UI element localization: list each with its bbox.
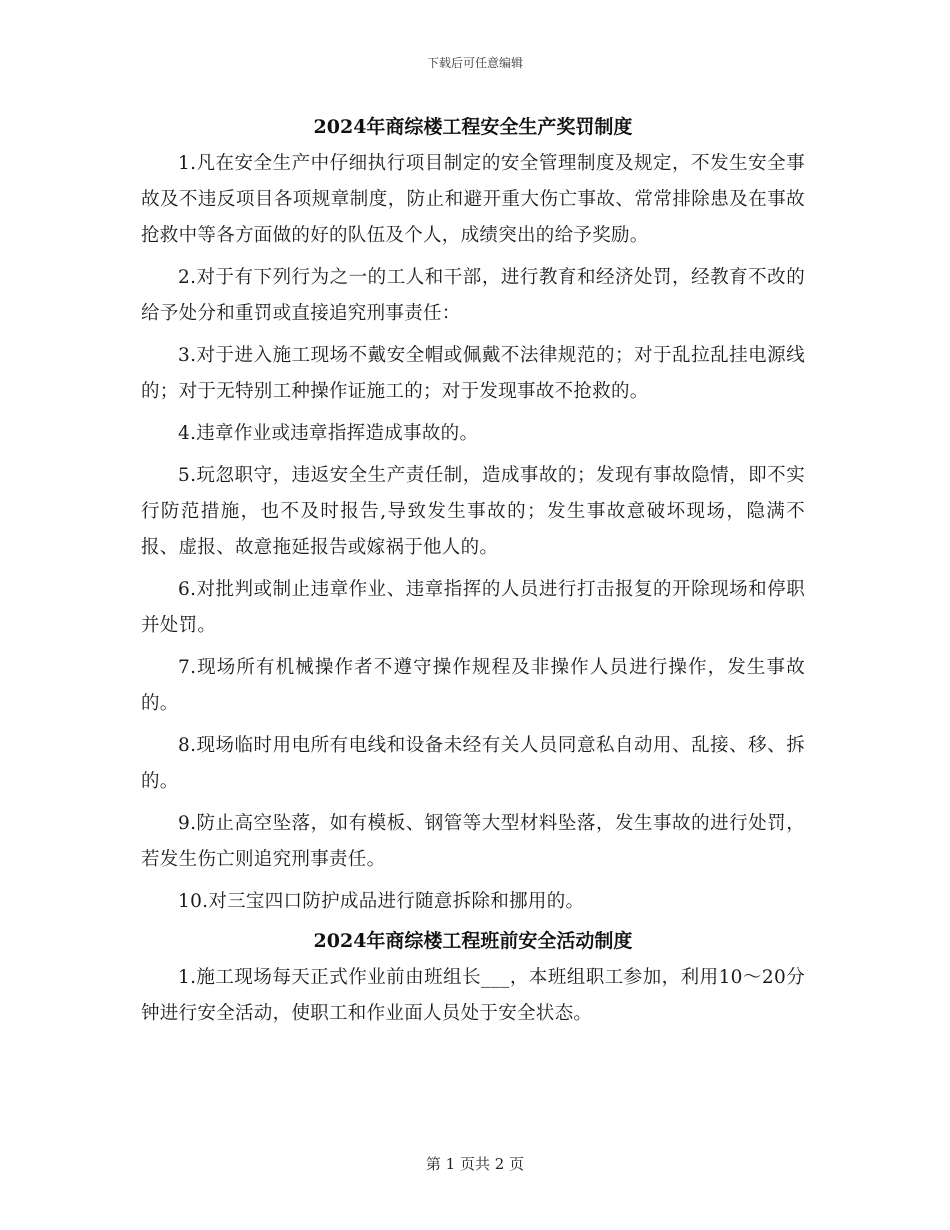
paragraph: 1.施工现场每天正式作业前由班组长___，本班组职工参加，利用10～20分钟进行安全活动，使职工和作业面人员处于安全状态。: [141, 967, 805, 1024]
paragraph: 3.对于进入施工现场不戴安全帽或佩戴不法律规范的；对于乱拉乱挂电源线的；对于无特别工种操作证施工的；对于发现事故不抢救的。: [141, 345, 805, 402]
paragraph: 7.现场所有机械操作者不遵守操作规程及非操作人员进行操作，发生事故的。: [141, 657, 805, 714]
paragraph: 6.对批判或制止违章作业、违章指挥的人员进行打击报复的开除现场和停职并处罚。: [141, 579, 805, 636]
page-number: 第 1 页共 2 页: [425, 1155, 525, 1173]
document-body: [141, 112, 805, 1038]
section-title-pre-shift-activity: 2024年商综楼工程班前安全活动制度: [313, 930, 633, 952]
paragraph: 1.凡在安全生产中仔细执行项目制定的安全管理制度及规定，不发生安全事故及不违反项目各项规章制度，防止和避开重大伤亡事故、常常排除患及在事故抢救中等各方面做的好的队伍及个人，成绩突出的给予奖励。: [141, 153, 805, 246]
section-title-safety-rewards: 2024年商综楼工程安全生产奖罚制度: [313, 116, 633, 138]
header-note: 下载后可任意编辑: [426, 56, 523, 70]
paragraph: 2.对于有下列行为之一的工人和干部，进行教育和经济处罚，经教育不改的给予处分和重罚或直接追究刑事责任：: [141, 267, 805, 324]
paragraph: 10.对三宝四口防护成品进行随意拆除和挪用的。: [178, 891, 585, 912]
paragraph: 5.玩忽职守，违返安全生产责任制，造成事故的；发现有事故隐情，即不实行防范措施，也不及时报告,导致发生事故的；发生事故意破坏现场，隐满不报、虚报、故意拖延报告或嫁祸于他人的。: [141, 465, 805, 558]
paragraph: 8.现场临时用电所有电线和设备未经有关人员同意私自动用、乱接、移、拆的。: [141, 735, 805, 792]
paragraph: 4.违章作业或违章指挥造成事故的。: [178, 423, 479, 444]
paragraph: 9.防止高空坠落，如有模板、钢管等大型材料坠落，发生事故的进行处罚，若发生伤亡则追究刑事责任。: [141, 813, 805, 870]
